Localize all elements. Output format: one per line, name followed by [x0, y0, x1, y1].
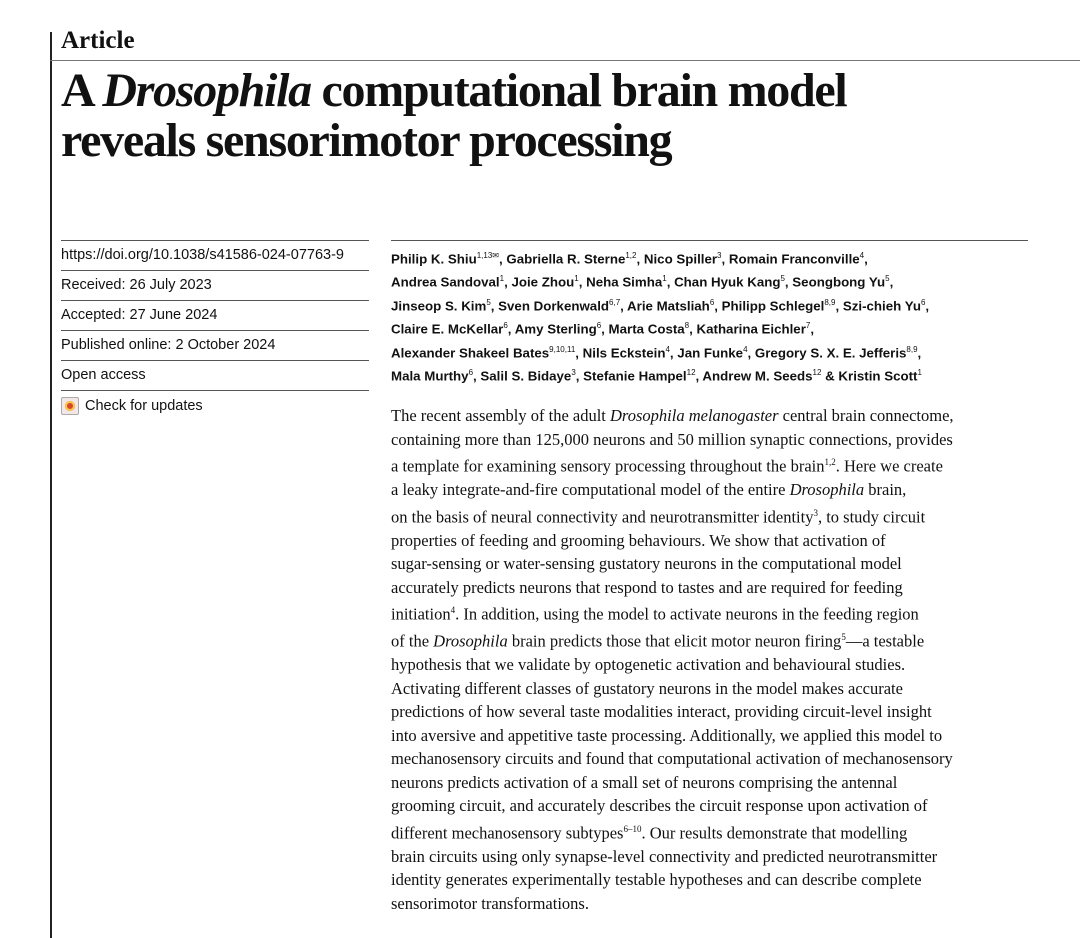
title-italic: Drosophila [102, 64, 311, 117]
abstract-line: Activating different classes of gustatory neurons in the model makes accurate [391, 678, 903, 698]
article-metadata [61, 240, 369, 421]
author-line: Jinseop S. Kim$^5$, Sven Dorkenwald$^{6,7}$, Arie Matsliah$^6$, Philipp Schlegel$^{8,9}$, Szi-chieh Yu$^6$, [391, 297, 930, 314]
open-access-label: Open access [61, 360, 369, 391]
author-line: Alexander Shakeel Bates$^{9,10,11}$, Nils Eckstein$^4$, Jan Funke$^4$, Gregory S. X. E. Jefferis$^{8,9}$, [391, 344, 922, 361]
abstract-line: predictions of how several taste modalities interact, providing circuit-level insight [391, 702, 932, 721]
abstract-line: The recent assembly of the adult Drosophila melanogaster central brain connectome, [391, 406, 954, 425]
abstract-line: identity generates experimentally testable hypotheses and can describe complete [391, 870, 922, 889]
authors-rule [391, 240, 1028, 241]
author-list [391, 246, 1028, 387]
article-type-label: Article [61, 27, 135, 54]
check-for-updates-button[interactable] [61, 391, 369, 421]
header-rule [50, 60, 1080, 61]
abstract-line: different mechanosensory subtypes$^{6-10}$. Our results demonstrate that modelling [391, 823, 908, 842]
abstract-line: initiation$^4$. In addition, using the model to activate neurons in the feeding region [391, 604, 919, 624]
abstract-line: into aversive and appetitive taste processing. Additionally, we applied this model to [391, 725, 943, 745]
abstract-line: properties of feeding and grooming behaviours. We show that activation of [391, 530, 886, 550]
abstract-line: sensorimotor transformations. [391, 893, 589, 913]
abstract-line: neurons predicts activation of a small set of neurons comprising the antennal [391, 772, 898, 792]
crossmark-icon [61, 397, 79, 415]
received-date: Received: 26 July 2023 [61, 270, 369, 300]
abstract-line: mechanosensory circuits and found that computational activation of mechanosensory [391, 749, 953, 768]
abstract-line: grooming circuit, and accurately describes the circuit response upon activation of [391, 796, 928, 815]
title-line2: reveals sensorimotor processing [61, 114, 672, 167]
page-title [61, 66, 1061, 166]
abstract-line: hypothesis that we validate by optogenetic activation and behavioural studies. [391, 655, 906, 674]
check-for-updates-label: Check for updates [85, 398, 203, 414]
title-part1: A [61, 64, 103, 117]
left-margin-rule [50, 32, 52, 938]
abstract-line: a leaky integrate-and-fire computational model of the entire Drosophila brain, [391, 480, 907, 499]
abstract-line: on the basis of neural connectivity and neurotransmitter identity$^3$, to study circuit [391, 507, 926, 526]
abstract-line: containing more than 125,000 neurons and 50 million synaptic connections, provides [391, 429, 953, 449]
author-line: Philip K. Shiu$^{1,13✉}$, Gabriella R. Sterne$^{1,2}$, Nico Spiller$^3$, Romain Franconville$^4$, [391, 251, 868, 267]
author-line: Claire E. McKellar$^6$, Amy Sterling$^6$, Marta Costa$^8$, Katharina Eichler$^7$, [391, 321, 815, 337]
abstract-line: accurately predicts neurons that respond to tastes and are required for feeding [391, 577, 903, 597]
doi-link[interactable]: https://doi.org/10.1038/s41586-024-07763-9 [61, 240, 369, 270]
title-part2: computational brain model [310, 64, 847, 117]
abstract [391, 404, 1041, 915]
published-date: Published online: 2 October 2024 [61, 330, 369, 360]
abstract-line: of the Drosophila brain predicts those that elicit motor neuron firing$^5$—a testable [391, 631, 925, 651]
accepted-date: Accepted: 27 June 2024 [61, 300, 369, 330]
abstract-line: sugar-sensing or water-sensing gustatory neurons in the computational model [391, 554, 902, 573]
abstract-line: a template for examining sensory processing throughout the brain$^{1,2}$. Here we create [391, 456, 943, 476]
author-line: Mala Murthy$^6$, Salil S. Bidaye$^3$, Stefanie Hampel$^{12}$, Andrew M. Seeds$^{12}$ & Kristin Scott$^1$ [391, 368, 922, 384]
author-line: Andrea Sandoval$^1$, Joie Zhou$^1$, Neha Simha$^1$, Chan Hyuk Kang$^5$, Seongbong Yu$^5$, [391, 274, 894, 290]
abstract-line: brain circuits using only synapse-level connectivity and predicted neurotransmitter [391, 846, 938, 866]
